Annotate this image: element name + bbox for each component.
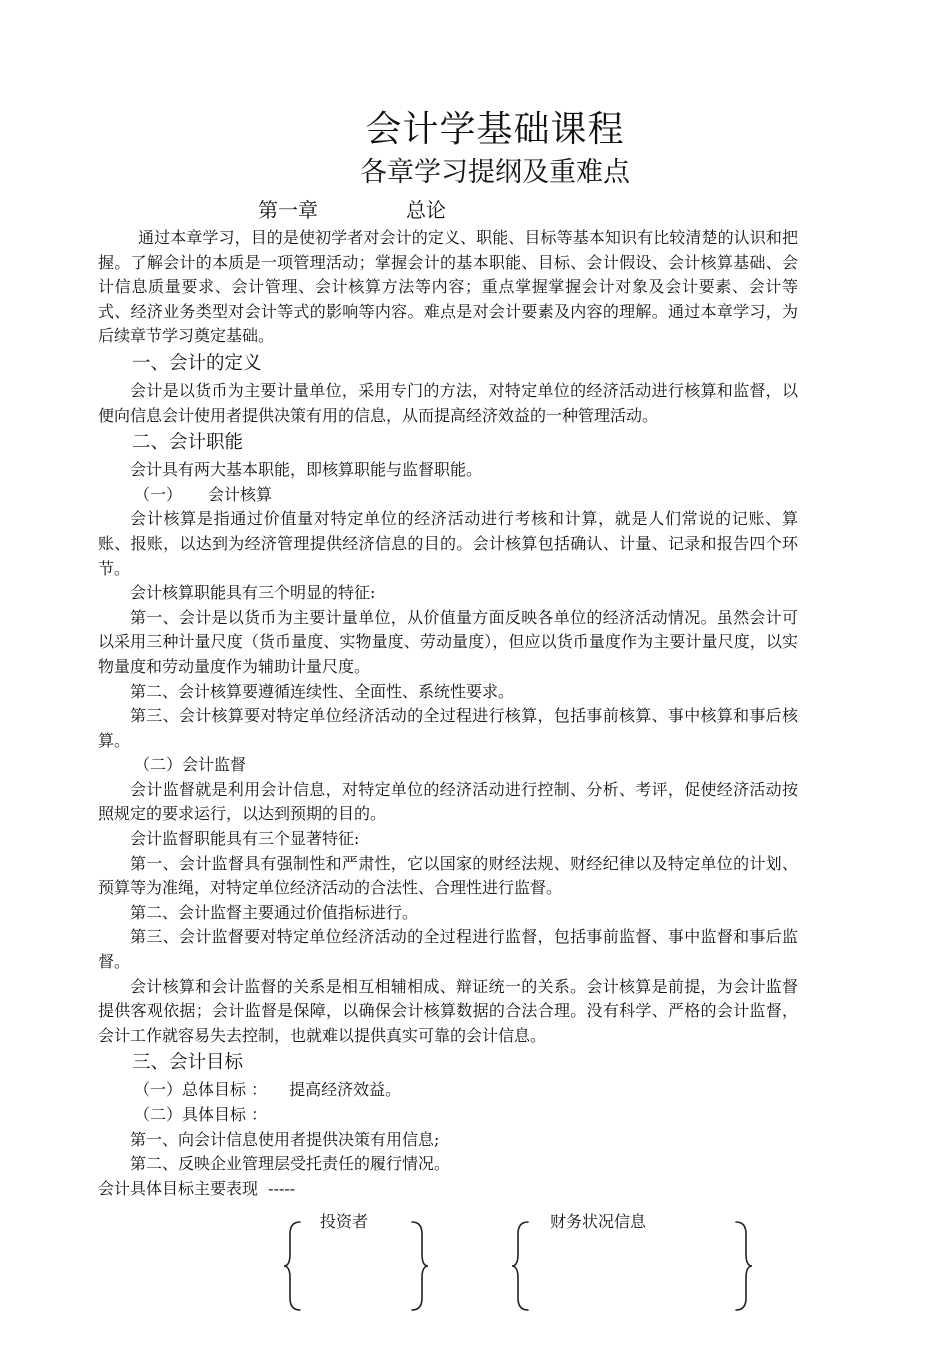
goal-item-2: 第二、反映企业管理层受托责任的履行情况。 [130,1154,451,1174]
definition-paragraph: 会计是以货币为主要计量单位，采用专门的方法，对特定单位的经济活动进行核算和监督，以便向信息会计使用者提供决策有用的信息，从而提高经济效益的一种管理活动。 [98,380,798,425]
supervision-features-intro: 会计监督职能具有三个显著特征: [130,829,360,849]
right-open-brace [512,1222,528,1310]
document-subtitle: 各章学习提纲及重难点 [360,157,630,188]
subsection-heading-accounting [98,483,798,508]
supervision-paragraph: 会计监督就是利用会计信息，对特定单位的经济活动进行控制、分析、考评，促使经济活动按照规定的要求运行，以达到预期的目的。 [98,779,798,824]
supervision-feature-3: 第三、会计监督要对特定单位经济活动的全过程进行监督，包括事前监督、事中监督和事后监督。 [98,927,798,972]
section-heading-goals: 三、会计目标 [132,1052,244,1074]
intro-paragraph: 通过本章学习，目的是使初学者对会计的定义、职能、目标等基本知识有比较清楚的认识和把握。了解会计的本质是一项管理活动；掌握会计的基本职能、目标、会计假设、会计核算基础、会计信息质量要求、会计管理、会计核算方法等内容；重点掌握掌握会计对象及会计要素、会计等式、经济业务类型对会计等式的影响等内容。难点是对会计要素及内容的理解。通过本章学习，为后续章节学习奠定基础。 [98,228,798,346]
chapter-heading [258,196,446,224]
chapter-name: 总论 [406,198,446,222]
functions-paragraph: 会计具有两大基本职能，即核算职能与监督职能。 [130,460,483,480]
left-open-brace [284,1222,300,1310]
subsection-number: （一） [134,484,183,504]
right-close-brace [736,1222,752,1310]
goal-expression-line: 会计具体目标主要表现 ----- [98,1178,296,1198]
supervision-feature-1: 第一、会计监督具有强制性和严肃性，它以国家的财经法规、财经纪律以及特定单位的计划、预算等为准绳，对特定单位经济活动的合法性、合理性进行监督。 [98,853,798,898]
brace-diagram [0,1208,950,1318]
relation-paragraph: 会计核算和会计监督的关系是相互相辅相成、辩证统一的关系。会计核算是前提，为会计监督提供客观依据；会计监督是保障，以确保会计核算数据的合法合理。没有科学、严格的会计监督，会计工作就容易失去控制，也就难以提供真实可靠的会计信息。 [98,976,798,1045]
section-heading-definition: 一、会计的定义 [132,352,262,374]
accounting-paragraph: 会计核算是指通过价值量对特定单位的经济活动进行考核和计算，就是人们常说的记账、算账、报账，以达到为经济管理提供经济信息的目的。会计核算包括确认、计量、记录和报告四个环节。 [98,509,798,578]
goal-overall [98,1078,798,1103]
accounting-features-intro: 会计核算职能具有三个明显的特征: [130,583,376,603]
accounting-feature-2: 第二、会计核算要遵循连续性、全面性、系统性要求。 [130,681,515,701]
goal-item-1: 第一、向会计信息使用者提供决策有用信息; [130,1129,440,1149]
goal-specific: （二）具体目标 ： [134,1105,268,1124]
goal-overall-label: （一）总体目标 ： [134,1080,268,1100]
goal-overall-value: 提高经济效益。 [289,1080,402,1100]
subsection-name: 会计核算 [208,484,273,504]
chapter-number: 第一章 [258,198,318,222]
section-heading-functions: 二、会计职能 [132,432,244,454]
document-title: 会计学基础课程 [365,109,625,150]
left-close-brace [412,1222,428,1310]
accounting-feature-3: 第三、会计核算要对特定单位经济活动的全过程进行核算，包括事前核算、事中核算和事后核算。 [98,706,798,750]
brace-label-financial-info: 财务状况信息 [550,1212,647,1231]
document-body [98,226,798,1201]
accounting-feature-1: 第一、会计是以货币为主要计量单位，从价值量方面反映各单位的经济活动情况。虽然会计可以采用三种计量尺度（货币量度、实物量度、劳动量度），但应以货币量度作为主要计量尺度，以实物量度和劳动量度作为辅助计量尺度。 [98,607,798,676]
supervision-feature-2: 第二、会计监督主要通过价值指标进行。 [130,902,419,922]
subsection-heading-supervision: （二）会计监督 [134,755,247,775]
brace-diagram-svg [0,1208,950,1318]
brace-label-investors: 投资者 [320,1212,369,1231]
